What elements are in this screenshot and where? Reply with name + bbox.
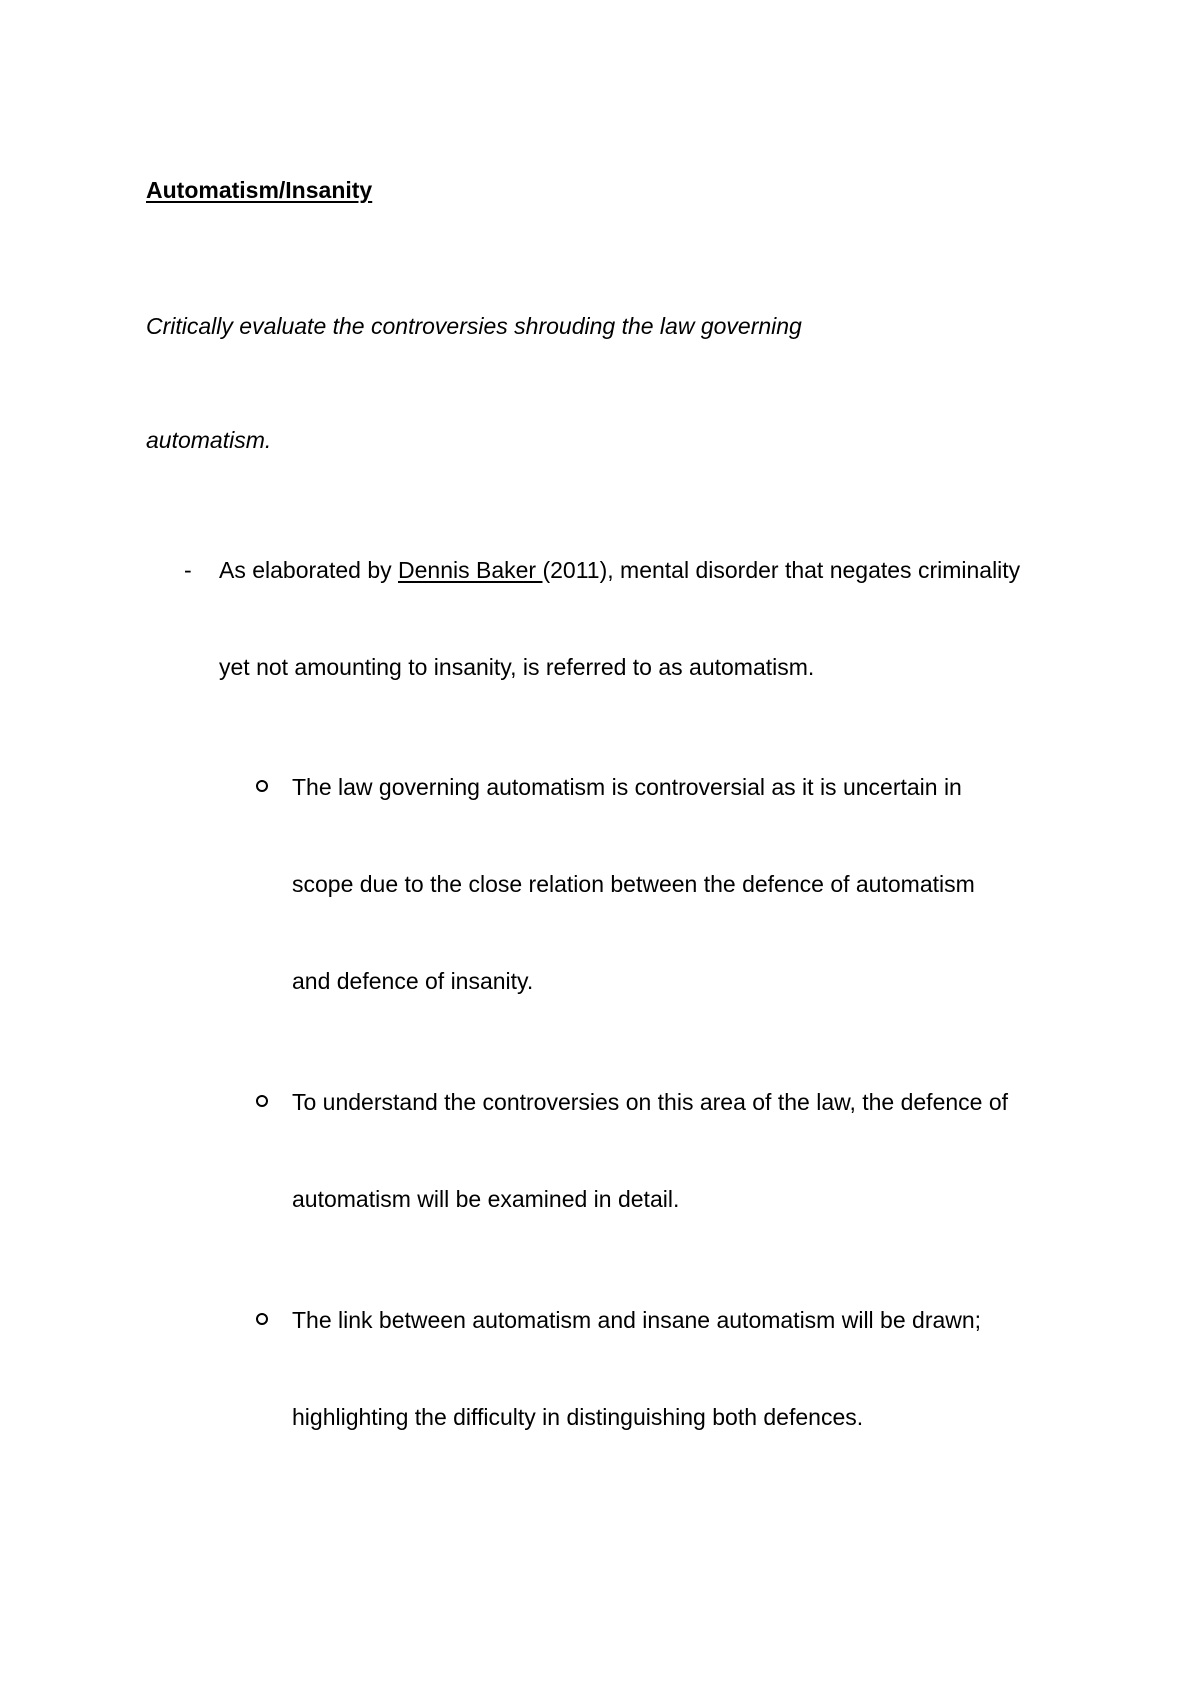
- bullet-1-pre: As elaborated by: [219, 557, 399, 583]
- circle-bullet-icon: [256, 1313, 268, 1325]
- subbullet-1-line-1: The law governing automatism is controversial as it is uncertain in: [292, 774, 962, 800]
- bullet-1-line-1: [219, 555, 1020, 585]
- question-line-2: automatism.: [146, 427, 272, 453]
- subbullet-3-line-2: highlighting the difficulty in distinguishing both defences.: [292, 1404, 864, 1430]
- subbullet-2-line-2: automatism will be examined in detail.: [292, 1186, 680, 1212]
- subbullet-3-line-1: The link between automatism and insane automatism will be drawn;: [292, 1307, 982, 1333]
- subbullet-1-line-2: scope due to the close relation between the defence of automatism: [292, 871, 975, 897]
- circle-bullet-icon: [256, 1095, 268, 1107]
- bullet-1-post: (2011), mental disorder that negates criminality: [542, 557, 1021, 583]
- dash-bullet-marker: -: [184, 557, 192, 583]
- bullet-1-line-2: yet not amounting to insanity, is referred to as automatism.: [219, 654, 815, 680]
- subbullet-2-line-1: To understand the controversies on this area of the law, the defence of: [292, 1089, 1009, 1115]
- subbullet-1-line-3: and defence of insanity.: [292, 968, 534, 994]
- question-line-1: Critically evaluate the controversies shrouding the law governing: [146, 313, 802, 339]
- document-title: Automatism/Insanity: [146, 177, 373, 203]
- author-reference: Dennis Baker: [398, 557, 543, 583]
- circle-bullet-icon: [256, 780, 268, 792]
